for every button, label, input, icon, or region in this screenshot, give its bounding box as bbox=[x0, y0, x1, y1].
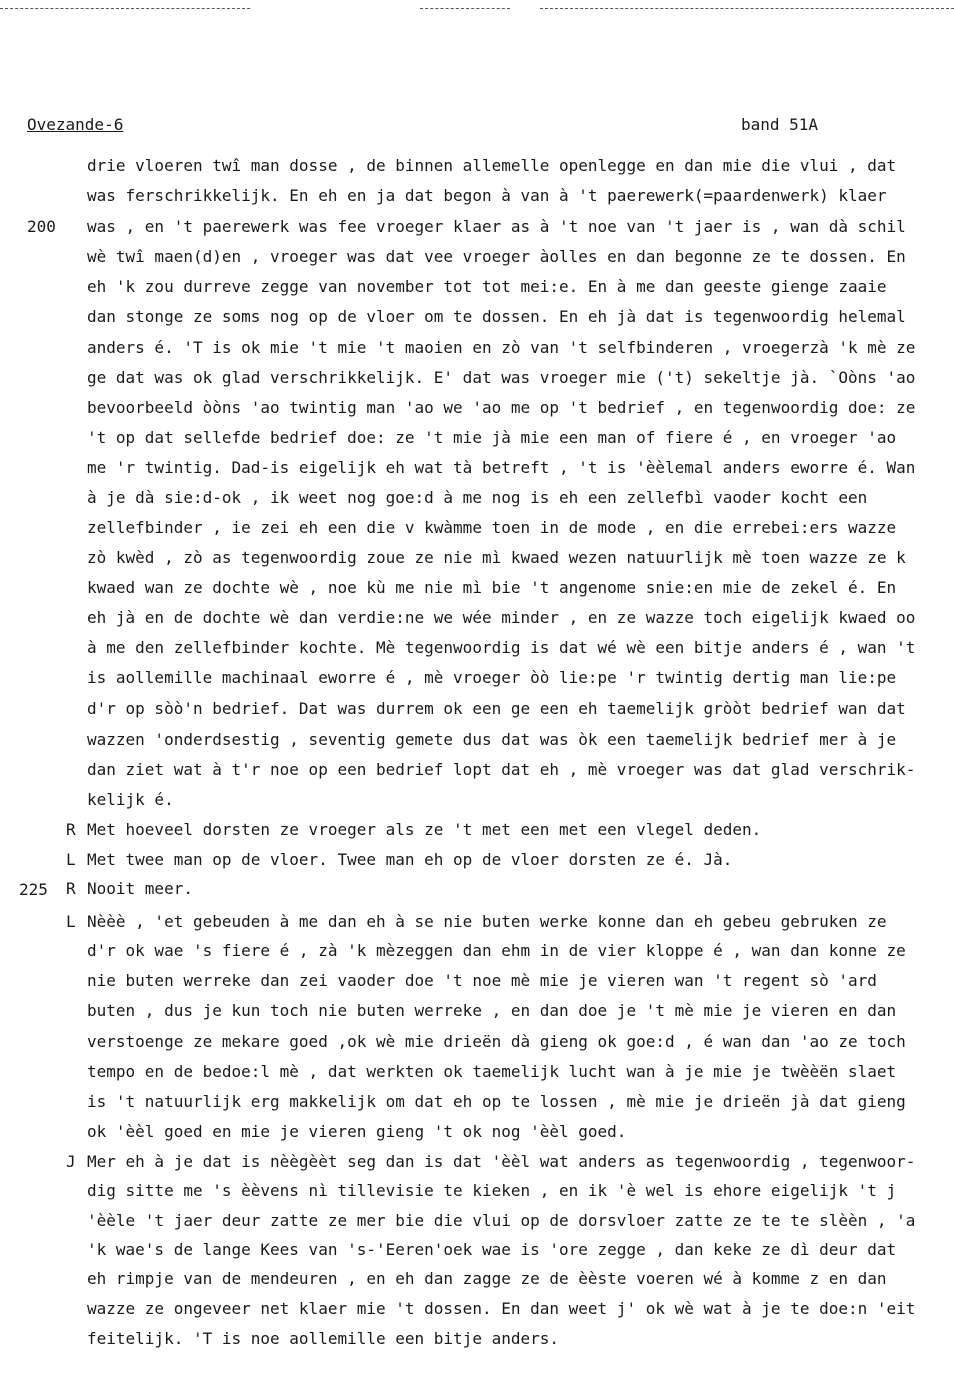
transcript-line: nie buten werreke dan zei vaoder doe 't noe mè mie je vieren wan 't regent sò 'ard bbox=[87, 971, 877, 990]
transcript-line: Met twee man op de vloer. Twee man eh op de vloer dorsten ze é. Jà. bbox=[87, 850, 733, 869]
transcript-line: wazze ze ongeveer net klaer mie 't dossen. En dan weet j' ok wè wat à je te doe:n 'eit bbox=[87, 1299, 916, 1318]
speaker-label: R bbox=[66, 879, 76, 898]
top-rule-right bbox=[540, 8, 954, 9]
transcript-line: 't op dat sellefde bedrief doe: ze 't mie jà mie een man of fiere é , en vroeger 'ao bbox=[87, 428, 897, 447]
transcript-line: wazzen 'onderdsestig , seventig gemete dus dat was òk een taemelijk bedrief mer à je bbox=[87, 730, 897, 749]
transcript-line: ok 'èèl goed en mie je vieren gieng 't ok nog 'èèl goed. bbox=[87, 1122, 627, 1141]
transcript-line: zò kwèd , zò as tegenwoordig zoue ze nie mì kwaed wezen natuurlijk mè toen wazze ze k bbox=[87, 548, 906, 567]
top-rule-left bbox=[0, 8, 250, 9]
transcript-line: 'èèle 't jaer deur zatte ze mer bie die vlui op de dorsvloer zatte ze te te slèèn , 'a bbox=[87, 1211, 916, 1230]
margin-number-200: 200 bbox=[27, 217, 56, 236]
transcript-line: eh jà en de dochte wè dan verdie:ne we wée minder , en ze wazze toch eigelijk kwaed oo bbox=[87, 608, 916, 627]
transcript-line: Met hoeveel dorsten ze vroeger als ze 't met een met een vlegel deden. bbox=[87, 820, 762, 839]
speaker-label: J bbox=[66, 1152, 76, 1171]
transcript-line: feitelijk. 'T is noe aollemille een bitje anders. bbox=[87, 1329, 560, 1348]
transcript-line: anders é. 'T is ok mie 't mie 't maoien en zò van 't selfbinderen , vroegerzà 'k mè ze bbox=[87, 338, 916, 357]
transcript-line: buten , dus je kun toch nie buten werreke , en dan doe je 't mè mie je vieren en dan bbox=[87, 1001, 897, 1020]
transcript-line: is aollemille machinaal eworre é , mè vroeger òò lie:pe 'r twintig dertig man lie:pe bbox=[87, 668, 897, 687]
transcript-line: verstoenge ze mekare goed ,ok wè mie drieën dà gieng ok goe:d , é wan dan 'ao ze toch bbox=[87, 1032, 906, 1051]
transcript-line: is 't natuurlijk erg makkelijk om dat eh op te lossen , mè mie je drieën jà dat gieng bbox=[87, 1092, 906, 1111]
speaker-label: L bbox=[66, 850, 76, 869]
transcript-line: wè twî maen(d)en , vroeger was dat vee vroeger àolles en dan begonne ze te dossen. En bbox=[87, 247, 906, 266]
transcript-line: dig sitte me 's èèvens nì tillevisie te kieken , en ik 'è wel is ehore eigelijk 't j bbox=[87, 1181, 897, 1200]
transcript-line: à je dà sie:d-ok , ik weet nog goe:d à me nog is eh een zellefbì vaoder kocht een bbox=[87, 488, 868, 507]
transcript-line: ge dat was ok glad verschrikkelijk. E' dat was vroeger mie ('t) sekeltje jà. `Oòns 'ao bbox=[87, 368, 916, 387]
transcript-line: 'k wae's de lange Kees van 's-'Eeren'oek wae is 'ore zegge , dan keke ze dì deur dat bbox=[87, 1240, 897, 1259]
transcript-line: d'r op sòò'n bedrief. Dat was durrem ok een ge een eh taemelijk gròòt bedrief wan dat bbox=[87, 699, 906, 718]
transcript-line: bevoorbeeld òòns 'ao twintig man 'ao we 'ao me op 't bedrief , en tegenwoordig doe: ze bbox=[87, 398, 916, 417]
top-rule-mid bbox=[420, 8, 510, 9]
speaker-label: L bbox=[66, 912, 76, 931]
margin-number-225: 225 bbox=[19, 880, 48, 899]
transcript-line: à me den zellefbinder kochte. Mè tegenwoordig is dat wé wè een bitje anders é , wan 't bbox=[87, 638, 916, 657]
transcript-line: d'r ok wae 's fiere é , zà 'k mèzeggen dan ehm in de vier kloppe é , wan dan konne ze bbox=[87, 941, 906, 960]
transcript-line: Mer eh à je dat is nèègèèt seg dan is dat 'èèl wat anders as tegenwoordig , tegenwoor- bbox=[87, 1152, 916, 1171]
transcript-line: kwaed wan ze dochte wè , noe kù me nie mì bie 't angenome snie:en mie de zekel é. En bbox=[87, 578, 897, 597]
transcript-line: was , en 't paerewerk was fee vroeger klaer as à 't noe van 't jaer is , wan dà schil bbox=[87, 217, 906, 236]
transcript-line: eh 'k zou durreve zegge van november tot tot mei:e. En à me dan geeste gienge zaaie bbox=[87, 277, 887, 296]
transcript-line: drie vloeren twî man dosse , de binnen allemelle openlegge en dan mie die vlui , dat bbox=[87, 156, 897, 175]
transcript-line: tempo en de bedoe:l mè , dat werkten ok taemelijk lucht wan à je mie je twèèën slaet bbox=[87, 1062, 897, 1081]
transcript-line: dan ziet wat à t'r noe op een bedrief lopt dat eh , mè vroeger was dat glad verschrik- bbox=[87, 760, 916, 779]
transcript-line: eh rimpje van de mendeuren , en eh dan zagge ze de èèste voeren wé à komme z en dan bbox=[87, 1269, 887, 1288]
transcript-line: Nooit meer. bbox=[87, 879, 193, 898]
transcript-line: was ferschrikkelijk. En eh en ja dat begon à van à 't paerewerk(=paardenwerk) klaer bbox=[87, 186, 887, 205]
speaker-label: R bbox=[66, 820, 76, 839]
transcript-line: dan stonge ze soms nog op de vloer om te dossen. En eh jà dat is tegenwoordig helemal bbox=[87, 307, 906, 326]
transcript-line: me 'r twintig. Dad-is eigelijk eh wat tà betreft , 't is 'èèlemal anders eworre é. Wan bbox=[87, 458, 916, 477]
transcript-line: zellefbinder , ie zei eh een die v kwàmme toen in de mode , en die errebei:ers wazze bbox=[87, 518, 897, 537]
header-location: Ovezande-6 bbox=[27, 115, 124, 134]
header-band: band 51A bbox=[741, 115, 819, 134]
transcript-line: kelijk é. bbox=[87, 790, 174, 809]
transcript-line: Nèèè , 'et gebeuden à me dan eh à se nie buten werke konne dan eh gebeu gebruken ze bbox=[87, 912, 887, 931]
